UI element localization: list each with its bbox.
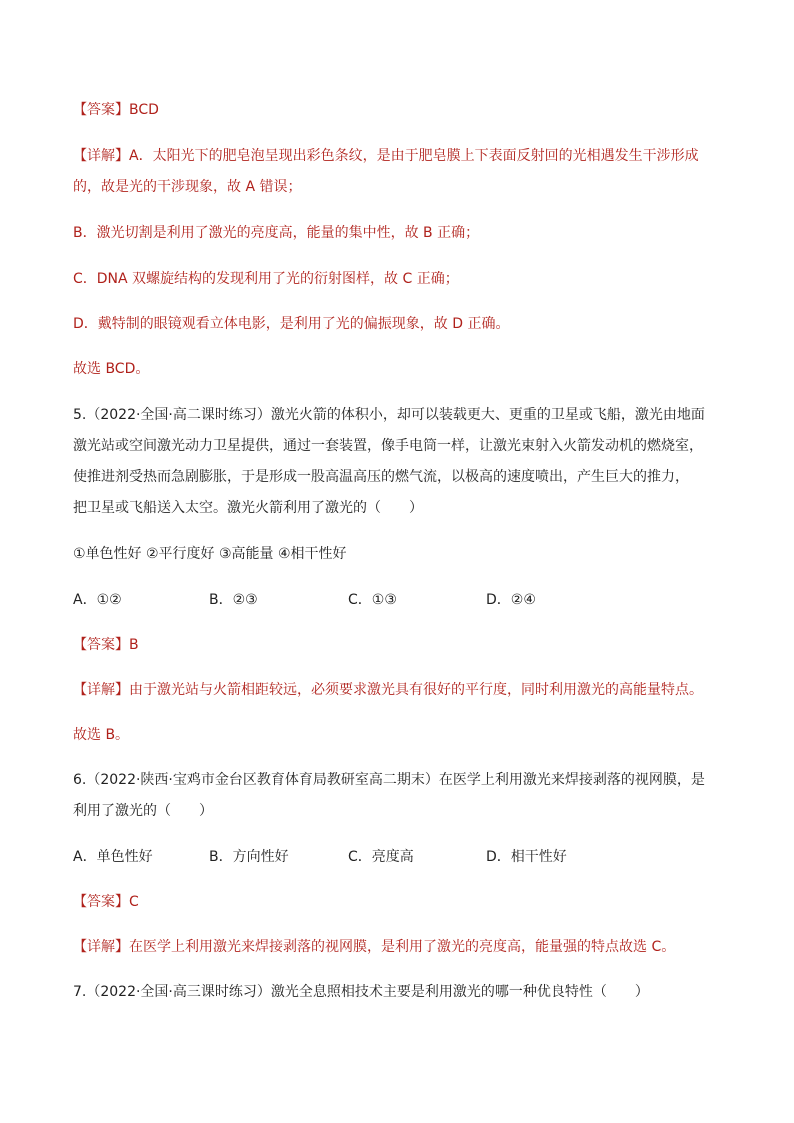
q4-detail-line2: 的，故是光的干涉现象，故 A 错误；: [73, 179, 302, 195]
answer-value: C: [129, 894, 139, 910]
q6-option-a: A．单色性好: [73, 849, 153, 865]
q5-option-d: D．②④: [486, 592, 536, 608]
q6-answer-line: [73, 892, 139, 912]
q6-detail: 【详解】在医学上利用激光来焊接剥落的视网膜，是利用了激光的亮度高，能量强的特点故选 C。: [73, 939, 676, 955]
q6-stem-line1: 6.（2022·陕西·宝鸡市金台区教育体育局教研室高二期末）在医学上利用激光来焊接剥落的视网膜，是: [73, 772, 705, 788]
q5-option-b: B．②③: [209, 592, 258, 608]
q4-detail-d: D．戴特制的眼镜观看立体电影，是利用了光的偏振现象，故 D 正确。: [73, 316, 510, 332]
q5-option-a: A．①②: [73, 592, 122, 608]
detail-label: 【详解】: [73, 148, 129, 164]
q5-detail: 【详解】由于激光站与火箭相距较远，必须要求激光具有很好的平行度，同时利用激光的高能量特点。: [73, 682, 703, 698]
answer-label: 【答案】: [73, 102, 129, 118]
answer-value: BCD: [129, 102, 159, 118]
q5-option-c: C．①③: [348, 592, 397, 608]
q5-stem-line4: 把卫星或飞船送入太空。激光火箭利用了激光的（ ）: [73, 500, 423, 516]
q4-detail-line1: 【详解】A．太阳光下的肥皂泡呈现出彩色条纹，是由于肥皂膜上下表面反射回的光相遇发生干涉形成: [73, 148, 699, 164]
q5-stem-line1: 5.（2022·全国·高二课时练习）激光火箭的体积小，却可以装载更大、更重的卫星或飞船，激光由地面: [73, 407, 705, 423]
q6-option-b: B．方向性好: [209, 849, 289, 865]
q4-conclusion: 故选 BCD。: [73, 361, 150, 377]
q6-option-d: D．相干性好: [486, 849, 567, 865]
detail-label: 【详解】: [73, 682, 129, 698]
answer-label: 【答案】: [73, 637, 129, 653]
q5-answer-line: [73, 635, 139, 655]
q4-detail-c: C．DNA 双螺旋结构的发现利用了光的衍射图样，故 C 正确；: [73, 271, 459, 287]
answer-label: 【答案】: [73, 894, 129, 910]
q5-stem-line3: 使推进剂受热而急剧膨胀，于是形成一股高温高压的燃气流，以极高的速度喷出，产生巨大的推力，: [73, 469, 689, 485]
q7-stem-line1: 7.（2022·全国·高三课时练习）激光全息照相技术主要是利用激光的哪一种优良特性（ ）: [73, 984, 649, 1000]
q4-answer-line: [73, 100, 159, 120]
q4-detail-b: B．激光切割是利用了激光的亮度高，能量的集中性，故 B 正确；: [73, 225, 480, 241]
answer-value: B: [129, 637, 139, 653]
q6-stem-line2: 利用了激光的（ ）: [73, 803, 213, 819]
q5-conclusion: 故选 B。: [73, 727, 130, 743]
q5-items: ①单色性好 ②平行度好 ③高能量 ④相干性好: [73, 546, 347, 562]
q5-stem-line2: 激光站或空间激光动力卫星提供，通过一套装置，像手电筒一样，让激光束射入火箭发动机的燃烧室，: [73, 438, 703, 454]
q6-option-c: C．亮度高: [348, 849, 414, 865]
detail-label: 【详解】: [73, 939, 129, 955]
